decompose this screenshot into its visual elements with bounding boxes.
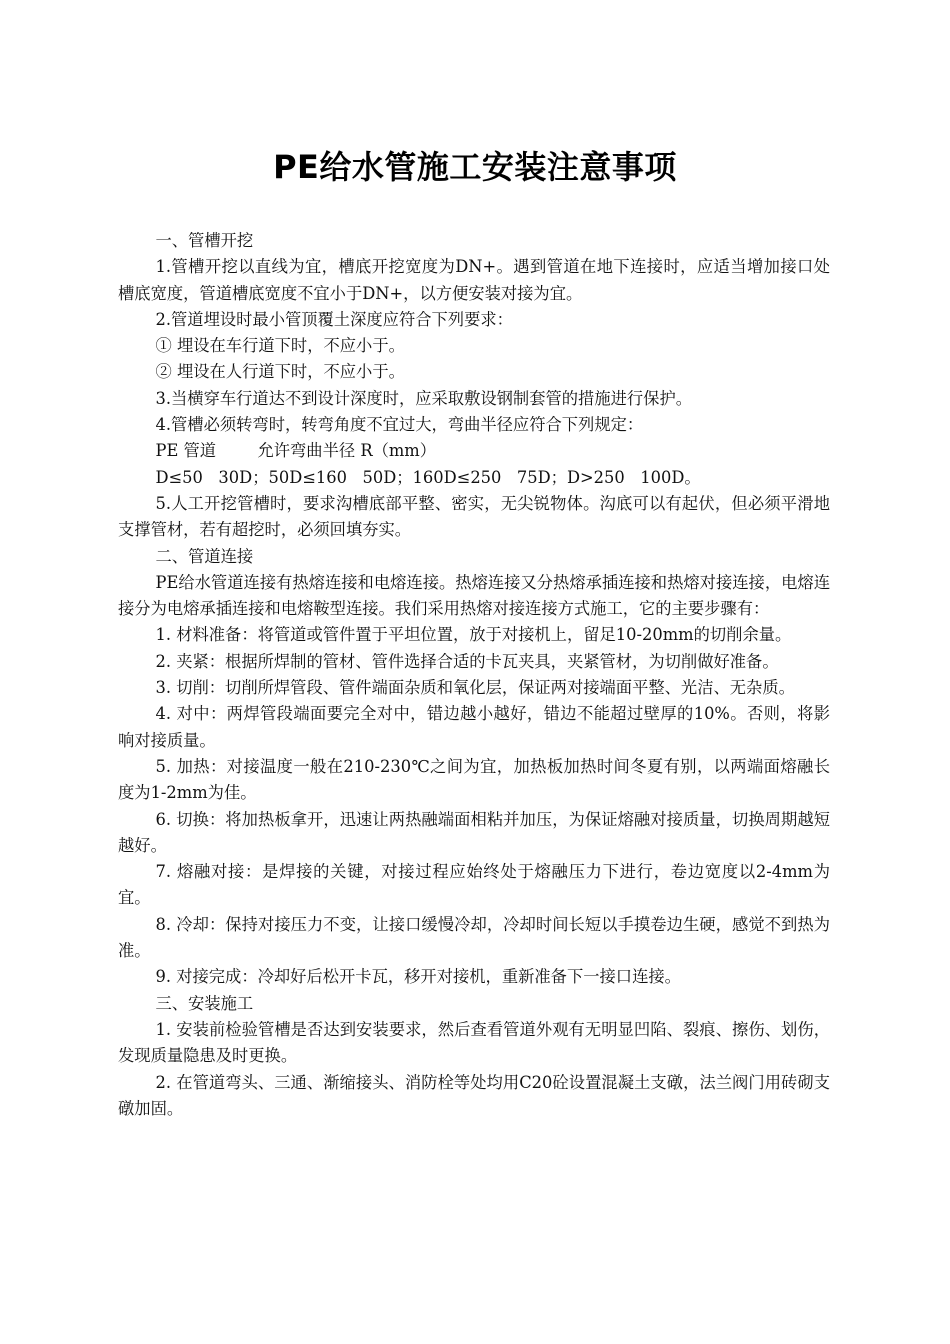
paragraph: 5.人工开挖管槽时，要求沟槽底部平整、密实，无尖锐物体。沟底可以有起伏，但必须平滑地支撑管材，若有超挖时，必须回填夯实。 [118,493,830,540]
step-item: 9. 对接完成：冷却好后松开卡瓦，移开对接机，重新准备下一接口连接。 [155,967,681,987]
step-item: 8. 冷却：保持对接压力不变，让接口缓慢冷却，冷却时间长短以手摸卷边生硬，感觉不到热为准。 [118,914,830,961]
step-item: 4. 对中：两焊管段端面要完全对中，错边越小越好，错边不能超过壁厚的10%。否则，将影响对接质量。 [118,704,830,750]
step-item: 5. 加热：对接温度一般在210-230℃之间为宜，加热板加热时间冬夏有别，以两端面熔融长度为1-2mm为佳。 [118,756,830,803]
list-item: ① 埋设在车行道下时，不应小于。 [155,336,405,356]
document-body [118,228,830,1122]
bend-radius-values: D≤50 30D；50D≤160 50D；160D≤250 75D；D>250 100D。 [155,467,701,487]
section-heading-trench: 一、管槽开挖 [155,231,254,250]
paragraph: 1.管槽开挖以直线为宜，槽底开挖宽度为DN+。遇到管道在地下连接时，应适当增加接口处槽底宽度，管道槽底宽度不宜小于DN+，以方便安装对接为宜。 [118,257,830,303]
document-title: PE给水管施工安装注意事项 [273,148,677,187]
paragraph: 2.管道埋设时最小管顶覆土深度应符合下列要求： [155,309,513,329]
section-heading-installation: 三、安装施工 [155,993,254,1013]
step-item: 2. 夹紧：根据所焊制的管材、管件选择合适的卡瓦夹具，夹紧管材，为切削做好准备。 [155,651,779,671]
section-heading-connection: 二、管道连接 [155,546,254,566]
step-item: 1. 材料准备：将管道或管件置于平坦位置，放于对接机上，留足10-20mm的切削余量。 [155,625,792,645]
step-item: 2. 在管道弯头、三通、渐缩接头、消防栓等处均用C20砼设置混凝土支礅，法兰阀门用砖砌支礅加固。 [118,1072,830,1118]
paragraph: 4.管槽必须转弯时，转弯角度不宜过大，弯曲半径应符合下列规定： [155,415,644,435]
step-item: 7. 熔融对接：是焊接的关键，对接过程应始终处于熔融压力下进行，卷边宽度以2-4mm为宜。 [118,862,830,908]
step-item: 6. 切换：将加热板拿开，迅速让两热融端面相粘并加压，为保证熔融对接质量，切换周期越短越好。 [118,809,830,855]
list-item: ② 埋设在人行道下时，不应小于。 [155,362,405,382]
step-item: 1. 安装前检验管槽是否达到安装要求，然后查看管道外观有无明显凹陷、裂痕、擦伤、划伤，发现质量隐患及时更换。 [118,1019,830,1066]
paragraph: PE给水管道连接有热熔连接和电熔连接。热熔连接又分热熔承插连接和热熔对接连接，电熔连接分为电熔承插连接和电熔鞍型连接。我们采用热熔对接连接方式施工，它的主要步骤有： [118,572,830,619]
paragraph: 3.当横穿车行道达不到设计深度时，应采取敷设钢制套管的措施进行保护。 [155,388,693,408]
step-item: 3. 切削：切削所焊管段、管件端面杂质和氧化层，保证两对接端面平整、光洁、无杂质。 [155,678,795,698]
bend-radius-header: PE 管道 允许弯曲半径 R（mm） [155,441,437,461]
